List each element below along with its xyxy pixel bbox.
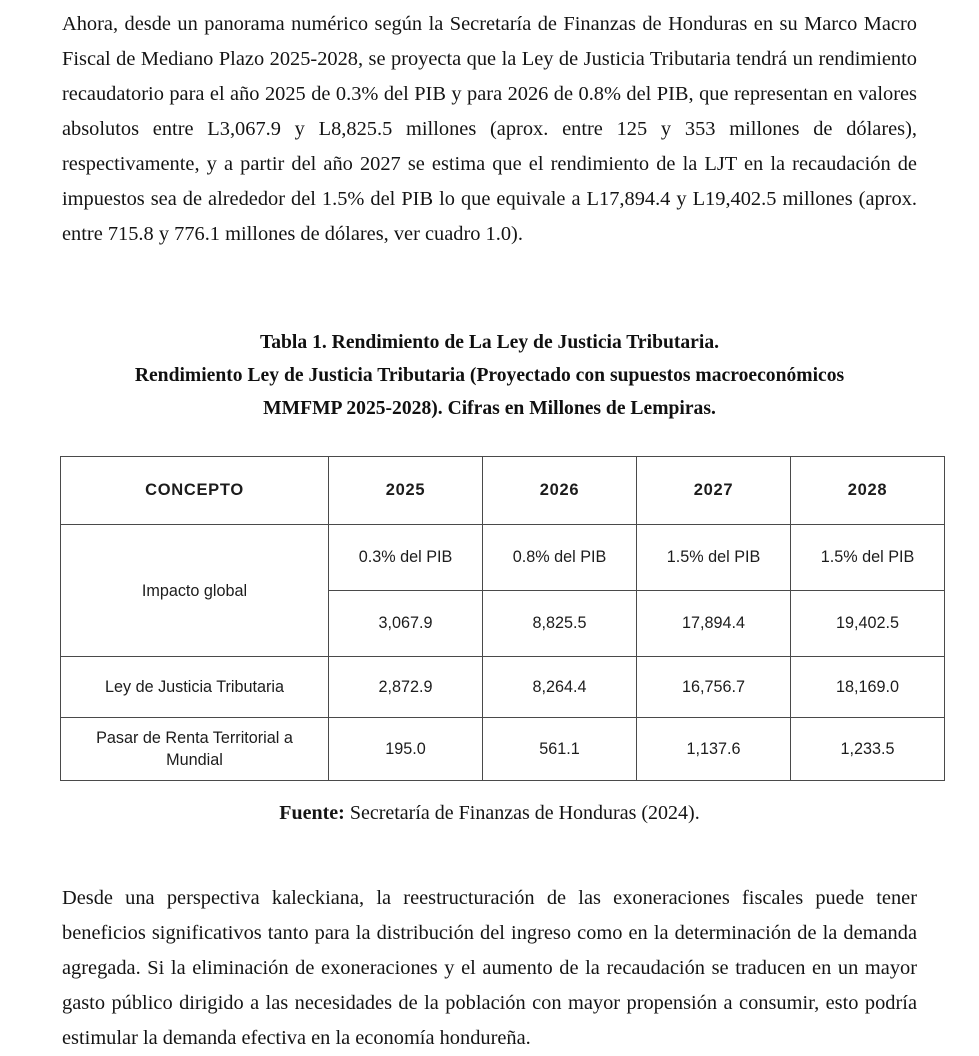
table-header-2026: 2026 <box>483 457 637 525</box>
source-label: Fuente: <box>279 802 345 824</box>
cell-renta-2026: 561.1 <box>483 718 637 781</box>
cell-renta-2027: 1,137.6 <box>637 718 791 781</box>
cell-impacto-abs-2027: 17,894.4 <box>637 591 791 657</box>
spacer <box>38 825 941 881</box>
cell-impacto-abs-2025: 3,067.9 <box>329 591 483 657</box>
intro-paragraph: Ahora, desde un panorama numérico según la Secretaría de Finanzas de Honduras en su Marco Macro Fiscal de Mediano Plazo 2025-2028, se proyecta que la Ley de Justicia Tributaria tendrá un rendimiento recaudatorio para el año 2025 de 0.3% del PIB y para 2026 de 0.8% del PIB, que representan en valores absolutos entre L3,067.9 y L8,825.5 millones (aprox. entre 125 y 353 millones de dólares), respectivamente, y a partir del año 2027 se estima que el rendimiento de la LJT en la recaudación de impuestos sea de alrededor del 1.5% del PIB lo que equivale a L17,894.4 y L19,402.5 millones (aprox. entre 715.8 y 776.1 millones de dólares, ver cuadro 1.0). <box>62 13 917 245</box>
rendimiento-table <box>60 456 945 781</box>
table-header-row <box>61 457 945 525</box>
cell-impacto-pib-2027: 1.5% del PIB <box>637 525 791 591</box>
table-row <box>61 657 945 718</box>
table-caption-block <box>38 326 941 425</box>
table-header-2028: 2028 <box>791 457 945 525</box>
cell-ljt-2026: 8,264.4 <box>483 657 637 718</box>
cell-impacto-abs-2028: 19,402.5 <box>791 591 945 657</box>
cell-renta-2025: 195.0 <box>329 718 483 781</box>
table-header-concepto: CONCEPTO <box>61 457 329 525</box>
cell-impacto-pib-2028: 1.5% del PIB <box>791 525 945 591</box>
table-header-2027: 2027 <box>637 457 791 525</box>
table-row <box>61 718 945 781</box>
cell-impacto-abs-2026: 8,825.5 <box>483 591 637 657</box>
cell-impacto-pib-2026: 0.8% del PIB <box>483 525 637 591</box>
cell-impacto-pib-2025: 0.3% del PIB <box>329 525 483 591</box>
table-header-2025: 2025 <box>329 457 483 525</box>
table-container <box>38 456 941 781</box>
source-text: Secretaría de Finanzas de Honduras (2024). <box>344 802 700 824</box>
row-label-ley-justicia-tributaria: Ley de Justicia Tributaria <box>61 657 329 718</box>
table-caption-line-3: MMFMP 2025-2028). Cifras en Millones de Lempiras. <box>263 398 716 419</box>
cell-ljt-2025: 2,872.9 <box>329 657 483 718</box>
table-source <box>38 802 941 825</box>
table-caption-line-1: Tabla 1. Rendimiento de La Ley de Justicia Tributaria. <box>259 332 720 353</box>
row-label-renta-territorial-mundial: Pasar de Renta Territorial a Mundial <box>61 718 329 781</box>
cell-renta-2028: 1,233.5 <box>791 718 945 781</box>
cell-ljt-2027: 16,756.7 <box>637 657 791 718</box>
cell-ljt-2028: 18,169.0 <box>791 657 945 718</box>
row-label-impacto-global: Impacto global <box>61 525 329 657</box>
closing-paragraph: Desde una perspectiva kaleckiana, la reestructuración de las exoneraciones fiscales puede tener beneficios significativos tanto para la distribución del ingreso como en la determinación de la demanda agregada. Si la eliminación de exoneraciones y el aumento de la recaudación se traducen en un mayor gasto público dirigido a las necesidades de la población con mayor propensión a consumir, esto podría estimular la demanda efectiva en la economía hondureña. <box>62 887 917 1049</box>
table-row <box>61 525 945 591</box>
table-caption-line-2: Rendimiento Ley de Justicia Tributaria (Proyectado con supuestos macroeconómicos <box>134 365 845 386</box>
